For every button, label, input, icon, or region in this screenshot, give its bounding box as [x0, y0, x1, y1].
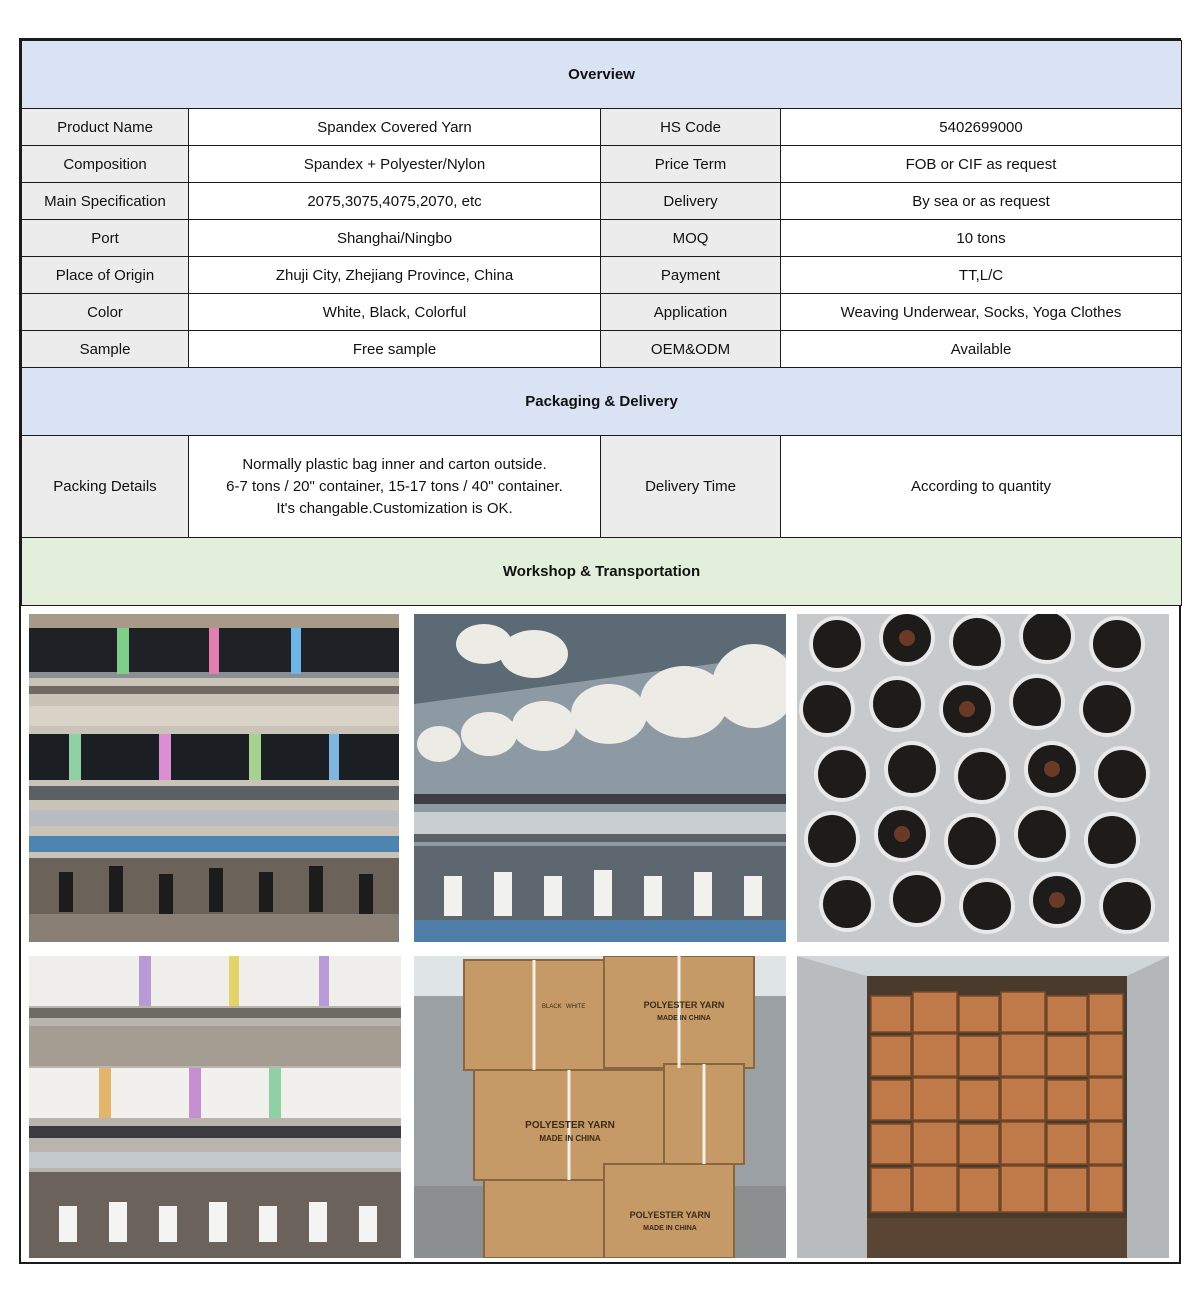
table-row	[22, 294, 1182, 331]
table-row	[22, 257, 1182, 294]
table-row	[22, 183, 1182, 220]
delivery-value: By sea or as request	[781, 183, 1182, 220]
overview-table	[21, 40, 1182, 606]
carton-label-5: POLYESTER YARN	[629, 1210, 711, 1220]
table-row	[22, 220, 1182, 257]
hs-code-value: 5402699000	[781, 109, 1182, 146]
packaging-title: Packaging & Delivery	[22, 368, 1182, 436]
packing-details-label: Packing Details	[22, 436, 189, 538]
oem-odm-value: Available	[781, 331, 1182, 368]
payment-label: Payment	[601, 257, 781, 294]
oem-odm-label: OEM&ODM	[601, 331, 781, 368]
application-value: Weaving Underwear, Socks, Yoga Clothes	[781, 294, 1182, 331]
carton-white-label: WHITE	[566, 1004, 586, 1010]
product-sheet	[19, 38, 1181, 1264]
payment-value: TT,L/C	[781, 257, 1182, 294]
table-row	[22, 436, 1182, 538]
photo-loaded-container	[797, 956, 1169, 1258]
delivery-label: Delivery	[601, 183, 781, 220]
product-name-value: Spandex Covered Yarn	[189, 109, 601, 146]
composition-label: Composition	[22, 146, 189, 183]
photo-white-yarn-machine	[414, 614, 786, 942]
port-value: Shanghai/Ningbo	[189, 220, 601, 257]
overview-header-row	[22, 41, 1182, 109]
table-row	[22, 109, 1182, 146]
moq-label: MOQ	[601, 220, 781, 257]
hs-code-label: HS Code	[601, 109, 781, 146]
main-spec-label: Main Specification	[22, 183, 189, 220]
workshop-title: Workshop & Transportation	[22, 538, 1182, 606]
delivery-time-label: Delivery Time	[601, 436, 781, 538]
delivery-time-value: According to quantity	[781, 436, 1182, 538]
carton-label-6: MADE IN CHINA	[643, 1225, 697, 1232]
photo-black-yarn-machine	[29, 614, 399, 942]
photo-bagged-spools	[797, 614, 1169, 942]
color-value: White, Black, Colorful	[189, 294, 601, 331]
carton-label-2: MADE IN CHINA	[657, 1015, 711, 1022]
photo-carton-stack	[414, 956, 786, 1258]
application-label: Application	[601, 294, 781, 331]
carton-label-1: POLYESTER YARN	[643, 1000, 725, 1010]
carton-label-3: POLYESTER YARN	[525, 1120, 615, 1131]
carton-black-label: BLACK	[542, 1004, 562, 1010]
price-term-label: Price Term	[601, 146, 781, 183]
carton-label-4: MADE IN CHINA	[539, 1134, 601, 1143]
packing-line: Normally plastic bag inner and carton outside.	[242, 455, 547, 473]
photo-gallery	[21, 606, 1179, 1262]
table-row	[22, 331, 1182, 368]
table-row	[22, 146, 1182, 183]
price-term-value: FOB or CIF as request	[781, 146, 1182, 183]
port-label: Port	[22, 220, 189, 257]
origin-label: Place of Origin	[22, 257, 189, 294]
packing-line: It's changable.Customization is OK.	[276, 499, 513, 517]
sample-value: Free sample	[189, 331, 601, 368]
moq-value: 10 tons	[781, 220, 1182, 257]
packing-line: 6-7 tons / 20" container, 15-17 tons / 40" container.	[226, 477, 563, 495]
main-spec-value: 2075,3075,4075,2070, etc	[189, 183, 601, 220]
packaging-header-row	[22, 368, 1182, 436]
packing-details-value	[189, 436, 601, 538]
sample-label: Sample	[22, 331, 189, 368]
workshop-header-row	[22, 538, 1182, 606]
photo-white-winding-machine	[29, 956, 401, 1258]
product-name-label: Product Name	[22, 109, 189, 146]
origin-value: Zhuji City, Zhejiang Province, China	[189, 257, 601, 294]
color-label: Color	[22, 294, 189, 331]
composition-value: Spandex + Polyester/Nylon	[189, 146, 601, 183]
overview-title: Overview	[22, 41, 1182, 109]
